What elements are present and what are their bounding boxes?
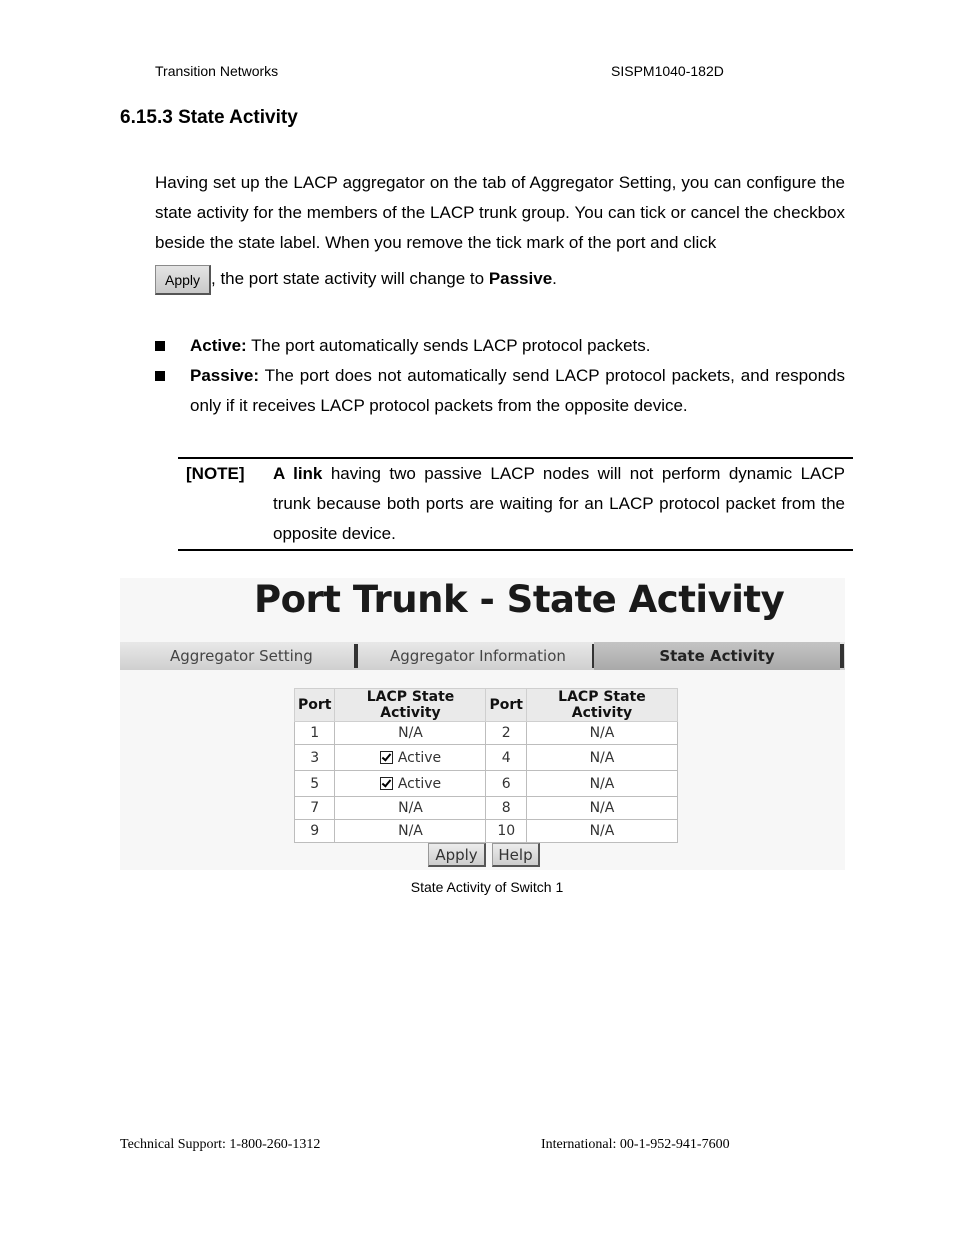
tab-state-activity[interactable]: State Activity <box>594 642 840 670</box>
state-activity-screenshot <box>120 578 845 870</box>
figure-title: Port Trunk - State Activity <box>254 578 785 621</box>
note-text <box>273 459 845 549</box>
section-title: 6.15.3 State Activity <box>120 107 298 128</box>
column-header: Port <box>295 689 335 722</box>
port-number: 5 <box>295 771 335 797</box>
bullet-term: Active: <box>190 336 247 355</box>
note-body: having two passive LACP nodes will not perform dynamic LACP trunk because both ports are waiting for an LACP protocol packet from the opposite device. <box>273 464 845 543</box>
tab-separator <box>840 644 844 668</box>
bullet-passive <box>155 361 845 421</box>
port-number: 1 <box>295 722 335 745</box>
active-checkbox[interactable] <box>380 751 393 764</box>
bullet-square-icon <box>155 341 165 351</box>
tab-aggregator-information[interactable]: Aggregator Information <box>390 647 566 665</box>
column-header: Port <box>486 689 526 722</box>
port-number: 7 <box>295 797 335 820</box>
port-number: 8 <box>486 797 526 820</box>
help-button[interactable]: Help <box>492 843 540 867</box>
port-number: 6 <box>486 771 526 797</box>
intro-paragraph <box>155 168 845 295</box>
state-value: N/A <box>526 771 677 797</box>
footer-left: Technical Support: 1-800-260-1312 <box>120 1137 321 1152</box>
intro-after-button: , the port state activity will change to <box>211 269 489 288</box>
bullet-list <box>155 331 845 421</box>
active-checkbox[interactable] <box>380 777 393 790</box>
state-label: Active <box>397 749 442 766</box>
bullet-active <box>155 331 845 361</box>
table-row <box>295 722 678 745</box>
port-number: 3 <box>295 745 335 771</box>
state-value: N/A <box>526 722 677 745</box>
column-header: LACP State Activity <box>526 689 677 722</box>
state-value: N/A <box>335 797 486 820</box>
table-row <box>295 820 678 843</box>
inline-apply-button: Apply <box>155 265 211 295</box>
intro-passive: Passive <box>488 269 553 288</box>
intro-end: . <box>552 269 557 288</box>
port-number: 9 <box>295 820 335 843</box>
port-number: 4 <box>486 745 526 771</box>
port-number: 10 <box>486 820 526 843</box>
note-box <box>178 457 853 551</box>
state-value: N/A <box>335 820 486 843</box>
state-value: N/A <box>526 797 677 820</box>
note-lead: A link <box>273 464 323 483</box>
state-value: N/A <box>526 745 677 771</box>
bullet-term: Passive: <box>190 366 259 385</box>
state-value: N/A <box>526 820 677 843</box>
table-header-row <box>295 689 678 722</box>
intro-text: Having set up the LACP aggregator on the tab of Aggregator Setting, you can configure the state activity for the members of the LACP trunk group. You can tick or cancel the checkbox beside the state label. When you remove the tick mark of the port and click <box>155 173 845 252</box>
bullet-text: The port automatically sends LACP protocol packets. <box>246 336 651 355</box>
table-row <box>295 745 678 771</box>
header-right: SISPM1040-182D <box>611 63 724 79</box>
state-value: N/A <box>335 722 486 745</box>
tab-bar <box>120 642 845 670</box>
lacp-state-table <box>294 688 678 843</box>
header-left: Transition Networks <box>155 63 279 79</box>
tab-aggregator-setting[interactable]: Aggregator Setting <box>170 647 313 665</box>
note-label: [NOTE] <box>186 464 245 483</box>
table-row <box>295 771 678 797</box>
state-cell <box>335 745 486 771</box>
figure-caption: State Activity of Switch 1 <box>410 879 564 895</box>
port-number: 2 <box>486 722 526 745</box>
footer-right: International: 00-1-952-941-7600 <box>541 1137 730 1152</box>
bullet-square-icon <box>155 371 165 381</box>
bullet-text: The port does not automatically send LACP protocol packets, and responds only if it receives LACP protocol packets from the opposite device. <box>190 366 845 415</box>
apply-button[interactable]: Apply <box>428 843 486 867</box>
table-row <box>295 797 678 820</box>
tab-separator <box>354 644 358 668</box>
column-header: LACP State Activity <box>335 689 486 722</box>
state-label: Active <box>397 775 442 792</box>
state-cell <box>335 771 486 797</box>
